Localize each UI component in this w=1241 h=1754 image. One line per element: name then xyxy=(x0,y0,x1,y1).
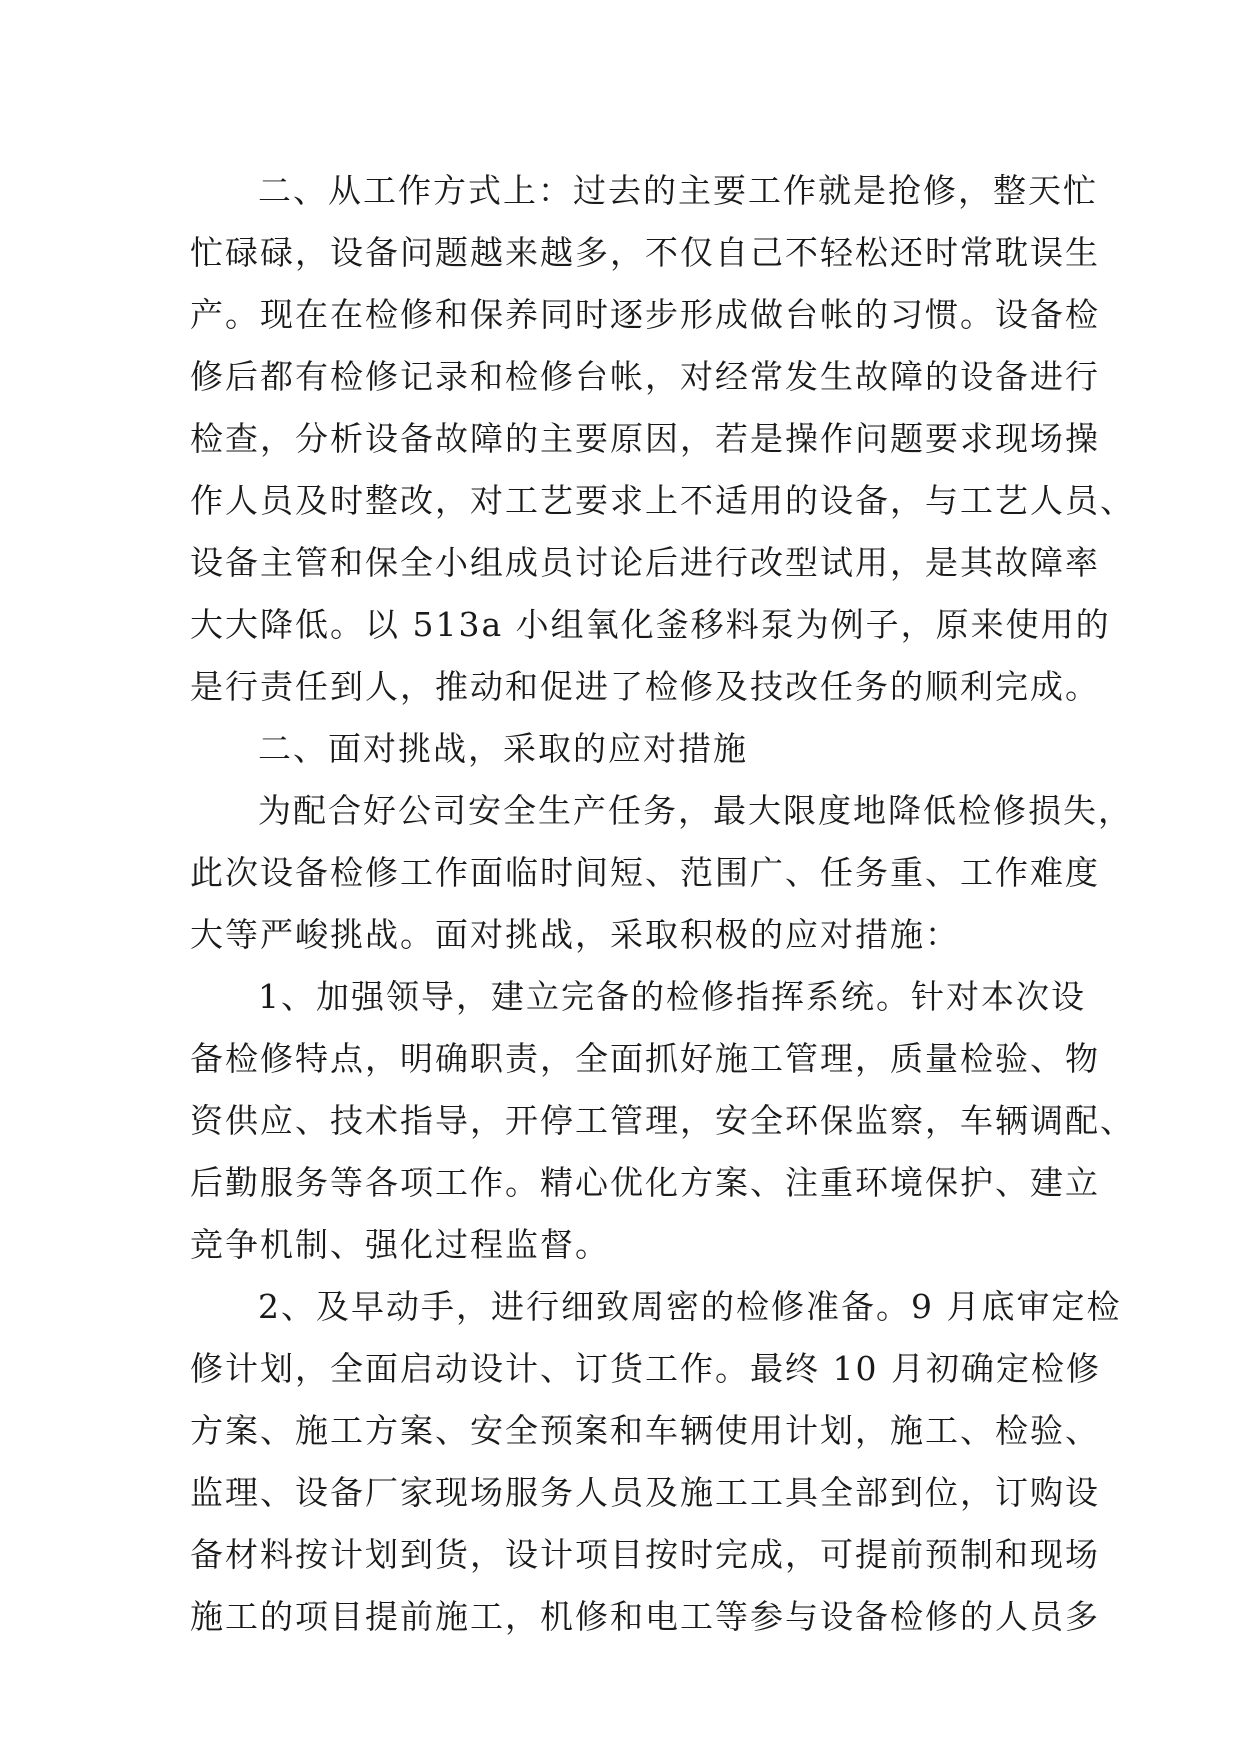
paragraph-line: 忙碌碌，设备问题越来越多，不仅自己不轻松还时常耽误生 xyxy=(190,233,1100,272)
paragraph-line: 大大降低。以 513a 小组氧化釜移料泵为例子，原来使用的 xyxy=(190,605,1111,644)
paragraph-line: 1、加强领导，建立完备的检修指挥系统。针对本次设 xyxy=(258,977,1086,1016)
paragraph-line: 修计划，全面启动设计、订货工作。最终 10 月初确定检修 xyxy=(190,1349,1101,1388)
paragraph-line: 作人员及时整改，对工艺要求上不适用的设备，与工艺人员、 xyxy=(190,481,1135,520)
paragraph-line: 为配合好公司安全生产任务，最大限度地降低检修损失， xyxy=(258,791,1133,830)
paragraph-line: 二、从工作方式上：过去的主要工作就是抢修，整天忙 xyxy=(258,171,1098,210)
paragraph-line: 设备主管和保全小组成员讨论后进行改型试用，是其故障率 xyxy=(190,543,1100,582)
paragraph-line: 后勤服务等各项工作。精心优化方案、注重环境保护、建立 xyxy=(190,1163,1100,1202)
paragraph-line: 施工的项目提前施工，机修和电工等参与设备检修的人员多 xyxy=(190,1597,1100,1636)
section-heading: 二、面对挑战，采取的应对措施 xyxy=(258,729,748,768)
paragraph-line: 检查，分析设备故障的主要原因，若是操作问题要求现场操 xyxy=(190,419,1100,458)
paragraph-line: 修后都有检修记录和检修台帐，对经常发生故障的设备进行 xyxy=(190,357,1100,396)
paragraph-line: 备检修特点，明确职责，全面抓好施工管理，质量检验、物 xyxy=(190,1039,1100,1078)
paragraph-line: 产。现在在检修和保养同时逐步形成做台帐的习惯。设备检 xyxy=(190,295,1100,334)
body-text xyxy=(190,160,1135,1648)
paragraph-line: 监理、设备厂家现场服务人员及施工工具全部到位，订购设 xyxy=(190,1473,1100,1512)
paragraph-line: 竞争机制、强化过程监督。 xyxy=(190,1225,610,1264)
paragraph-line: 此次设备检修工作面临时间短、范围广、任务重、工作难度 xyxy=(190,853,1100,892)
paragraph-line: 大等严峻挑战。面对挑战，采取积极的应对措施： xyxy=(190,915,960,954)
paragraph-line: 资供应、技术指导，开停工管理，安全环保监察，车辆调配、 xyxy=(190,1101,1135,1140)
paragraph-line: 方案、施工方案、安全预案和车辆使用计划，施工、检验、 xyxy=(190,1411,1100,1450)
paragraph-line: 2、及早动手，进行细致周密的检修准备。9 月底审定检 xyxy=(258,1287,1122,1326)
paragraph-line: 是行责任到人，推动和促进了检修及技改任务的顺利完成。 xyxy=(190,667,1100,706)
paragraph-line: 备材料按计划到货，设计项目按时完成，可提前预制和现场 xyxy=(190,1535,1100,1574)
